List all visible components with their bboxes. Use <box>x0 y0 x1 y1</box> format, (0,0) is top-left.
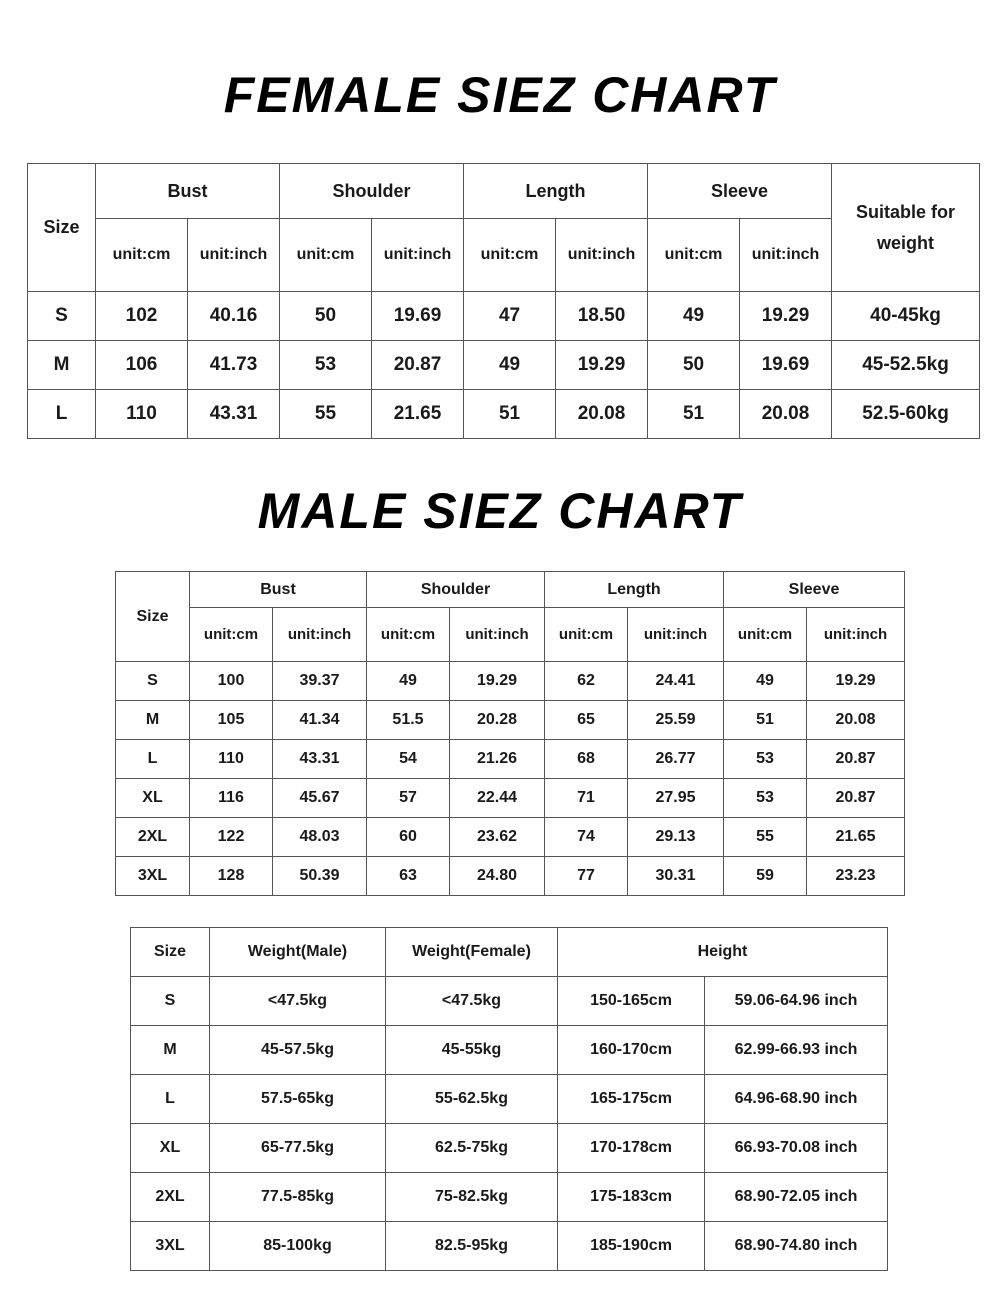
cell: 62.5-75kg <box>386 1124 558 1173</box>
cell: 68.90-74.80 inch <box>705 1222 888 1271</box>
weight-female-header: Weight(Female) <box>386 928 558 977</box>
cell: XL <box>131 1124 210 1173</box>
cell: 23.62 <box>450 818 545 857</box>
cell: M <box>28 341 96 390</box>
cell: 20.08 <box>807 701 905 740</box>
cell: 20.87 <box>807 740 905 779</box>
cell: 30.31 <box>628 857 724 896</box>
shoulder-header: Shoulder <box>367 572 545 608</box>
cell: 43.31 <box>188 390 280 439</box>
unit-cm-label: unit:cm <box>464 219 556 292</box>
cell: 23.23 <box>807 857 905 896</box>
cell: 65 <box>545 701 628 740</box>
table-header-row <box>131 928 888 977</box>
table-row <box>116 818 905 857</box>
cell: 26.77 <box>628 740 724 779</box>
cell: L <box>28 390 96 439</box>
cell: 29.13 <box>628 818 724 857</box>
cell: 55 <box>724 818 807 857</box>
cell: 55 <box>280 390 372 439</box>
cell: 39.37 <box>273 662 367 701</box>
cell: 52.5-60kg <box>832 390 980 439</box>
cell: 51 <box>724 701 807 740</box>
male-chart-title: MALE SIEZ CHART <box>257 483 743 539</box>
cell: 53 <box>280 341 372 390</box>
cell: 74 <box>545 818 628 857</box>
cell: 49 <box>367 662 450 701</box>
cell: M <box>131 1026 210 1075</box>
unit-cm-label: unit:cm <box>280 219 372 292</box>
unit-inch-label: unit:inch <box>372 219 464 292</box>
cell: S <box>131 977 210 1026</box>
cell: 110 <box>190 740 273 779</box>
height-header: Height <box>558 928 888 977</box>
cell: 20.28 <box>450 701 545 740</box>
sleeve-header: Sleeve <box>724 572 905 608</box>
cell: 66.93-70.08 inch <box>705 1124 888 1173</box>
cell: 51 <box>464 390 556 439</box>
cell: 22.44 <box>450 779 545 818</box>
cell: 57 <box>367 779 450 818</box>
cell: 50.39 <box>273 857 367 896</box>
cell: 40-45kg <box>832 292 980 341</box>
cell: 19.69 <box>372 292 464 341</box>
sleeve-header: Sleeve <box>648 164 832 219</box>
cell: 64.96-68.90 inch <box>705 1075 888 1124</box>
table-row <box>28 292 980 341</box>
table-row <box>131 1124 888 1173</box>
unit-cm-label: unit:cm <box>367 608 450 662</box>
length-header: Length <box>464 164 648 219</box>
cell: 19.29 <box>556 341 648 390</box>
cell: 24.41 <box>628 662 724 701</box>
cell: 47 <box>464 292 556 341</box>
cell: 18.50 <box>556 292 648 341</box>
cell: 54 <box>367 740 450 779</box>
cell: 77.5-85kg <box>210 1173 386 1222</box>
cell: 175-183cm <box>558 1173 705 1222</box>
unit-cm-label: unit:cm <box>96 219 188 292</box>
cell: 165-175cm <box>558 1075 705 1124</box>
cell: 100 <box>190 662 273 701</box>
cell: XL <box>116 779 190 818</box>
cell: 27.95 <box>628 779 724 818</box>
cell: 45-52.5kg <box>832 341 980 390</box>
table-row <box>28 390 980 439</box>
table-row <box>116 701 905 740</box>
cell: 55-62.5kg <box>386 1075 558 1124</box>
cell: 49 <box>724 662 807 701</box>
table-row <box>131 1173 888 1222</box>
cell: 2XL <box>131 1173 210 1222</box>
cell: 170-178cm <box>558 1124 705 1173</box>
cell: 60 <box>367 818 450 857</box>
cell: 40.16 <box>188 292 280 341</box>
male-size-table <box>115 571 905 896</box>
cell: 45-55kg <box>386 1026 558 1075</box>
cell: 41.73 <box>188 341 280 390</box>
unit-inch-label: unit:inch <box>450 608 545 662</box>
cell: 45-57.5kg <box>210 1026 386 1075</box>
cell: 122 <box>190 818 273 857</box>
cell: 21.65 <box>807 818 905 857</box>
bust-header: Bust <box>190 572 367 608</box>
unit-cm-label: unit:cm <box>648 219 740 292</box>
cell: 51 <box>648 390 740 439</box>
cell: 19.29 <box>450 662 545 701</box>
cell: 49 <box>464 341 556 390</box>
cell: 62 <box>545 662 628 701</box>
unit-cm-label: unit:cm <box>724 608 807 662</box>
cell: 63 <box>367 857 450 896</box>
cell: 102 <box>96 292 188 341</box>
weight-height-table <box>130 927 888 1271</box>
cell: 85-100kg <box>210 1222 386 1271</box>
cell: 71 <box>545 779 628 818</box>
unit-row <box>116 608 905 662</box>
female-size-table <box>27 163 980 439</box>
cell: 50 <box>280 292 372 341</box>
table-row <box>131 1026 888 1075</box>
shoulder-header: Shoulder <box>280 164 464 219</box>
cell: 24.80 <box>450 857 545 896</box>
weight-male-header: Weight(Male) <box>210 928 386 977</box>
cell: 20.87 <box>807 779 905 818</box>
cell: S <box>28 292 96 341</box>
cell: 185-190cm <box>558 1222 705 1271</box>
length-header: Length <box>545 572 724 608</box>
weight-header: Suitable for weight <box>832 164 980 292</box>
cell: 160-170cm <box>558 1026 705 1075</box>
cell: L <box>131 1075 210 1124</box>
size-header: Size <box>116 572 190 662</box>
table-row <box>28 341 980 390</box>
cell: 21.65 <box>372 390 464 439</box>
cell: 49 <box>648 292 740 341</box>
table-header-row <box>28 164 980 219</box>
cell: 75-82.5kg <box>386 1173 558 1222</box>
cell: 3XL <box>116 857 190 896</box>
cell: 51.5 <box>367 701 450 740</box>
table-row <box>131 1075 888 1124</box>
female-chart-title: FEMALE SIEZ CHART <box>223 67 777 123</box>
cell: 19.29 <box>807 662 905 701</box>
table-row <box>131 1222 888 1271</box>
size-header: Size <box>28 164 96 292</box>
unit-inch-label: unit:inch <box>188 219 280 292</box>
cell: 68 <box>545 740 628 779</box>
cell: 45.67 <box>273 779 367 818</box>
cell: 106 <box>96 341 188 390</box>
cell: 19.29 <box>740 292 832 341</box>
cell: 53 <box>724 740 807 779</box>
table-row <box>116 779 905 818</box>
cell: 82.5-95kg <box>386 1222 558 1271</box>
table-row <box>116 662 905 701</box>
cell: 68.90-72.05 inch <box>705 1173 888 1222</box>
bust-header: Bust <box>96 164 280 219</box>
cell: <47.5kg <box>386 977 558 1026</box>
cell: 2XL <box>116 818 190 857</box>
cell: 43.31 <box>273 740 367 779</box>
cell: 20.87 <box>372 341 464 390</box>
cell: 20.08 <box>556 390 648 439</box>
cell: 41.34 <box>273 701 367 740</box>
cell: 105 <box>190 701 273 740</box>
table-row <box>116 857 905 896</box>
cell: 53 <box>724 779 807 818</box>
cell: 150-165cm <box>558 977 705 1026</box>
cell: 48.03 <box>273 818 367 857</box>
table-header-row <box>116 572 905 608</box>
cell: 25.59 <box>628 701 724 740</box>
cell: 20.08 <box>740 390 832 439</box>
cell: 57.5-65kg <box>210 1075 386 1124</box>
table-row <box>116 740 905 779</box>
cell: 128 <box>190 857 273 896</box>
unit-inch-label: unit:inch <box>273 608 367 662</box>
unit-cm-label: unit:cm <box>545 608 628 662</box>
cell: 116 <box>190 779 273 818</box>
cell: L <box>116 740 190 779</box>
cell: <47.5kg <box>210 977 386 1026</box>
unit-inch-label: unit:inch <box>807 608 905 662</box>
unit-inch-label: unit:inch <box>556 219 648 292</box>
cell: 62.99-66.93 inch <box>705 1026 888 1075</box>
cell: 59 <box>724 857 807 896</box>
size-header: Size <box>131 928 210 977</box>
cell: 50 <box>648 341 740 390</box>
unit-cm-label: unit:cm <box>190 608 273 662</box>
cell: M <box>116 701 190 740</box>
cell: 59.06-64.96 inch <box>705 977 888 1026</box>
unit-inch-label: unit:inch <box>628 608 724 662</box>
cell: 65-77.5kg <box>210 1124 386 1173</box>
cell: 77 <box>545 857 628 896</box>
cell: 21.26 <box>450 740 545 779</box>
table-row <box>131 977 888 1026</box>
cell: 110 <box>96 390 188 439</box>
cell: 19.69 <box>740 341 832 390</box>
cell: S <box>116 662 190 701</box>
unit-inch-label: unit:inch <box>740 219 832 292</box>
cell: 3XL <box>131 1222 210 1271</box>
